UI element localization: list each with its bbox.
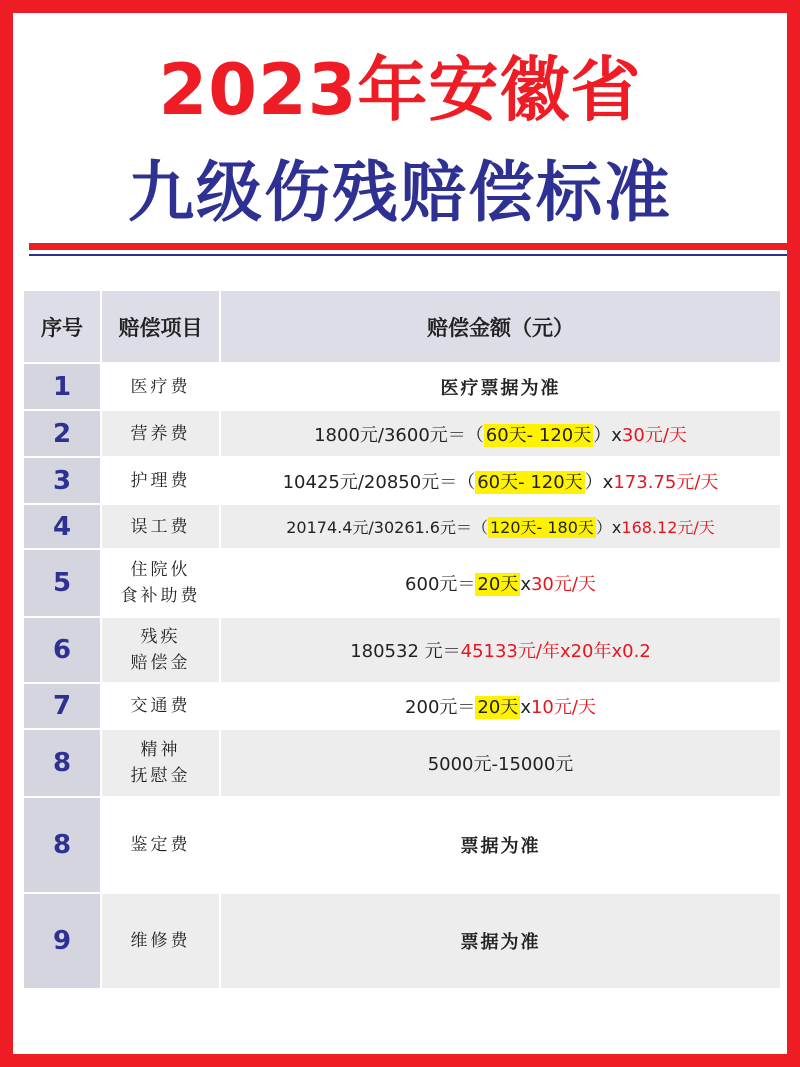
amount-multiplier: ）x (595, 518, 622, 537)
row-amount (221, 458, 782, 505)
amount-days-highlight: 20天 (477, 574, 519, 595)
amount-rate: 10元/天 (530, 697, 596, 718)
amount-multiplier: ）x (593, 424, 622, 446)
row-amount: 医疗票据为准 (221, 364, 782, 411)
row-number: 2 (24, 411, 102, 458)
row-number: 3 (24, 458, 102, 505)
row-item-line-1: 残疾 (140, 627, 181, 647)
row-number: 8 (24, 730, 102, 798)
amount-rate: 30元/天 (530, 574, 596, 595)
table-row (24, 894, 782, 990)
row-number: 1 (24, 364, 102, 411)
amount-rate: 168.12元/天 (621, 518, 715, 537)
amount-multiplier: x (520, 574, 531, 595)
title-line-2: 九级伤残赔偿标准 (128, 154, 672, 231)
table-row (24, 411, 782, 458)
row-item: 护理费 (102, 458, 221, 505)
header-item: 赔偿项目 (102, 291, 221, 364)
row-amount: 5000元-15000元 (221, 730, 782, 798)
amount-days-highlight: 60天- 120天 (485, 424, 592, 446)
row-item-line-2: 食补助费 (120, 586, 201, 606)
row-number: 6 (24, 618, 102, 684)
amount-days-highlight: 120天- 180天 (489, 518, 594, 537)
row-amount: 票据为准 (221, 894, 782, 990)
row-item (102, 618, 221, 684)
row-amount (221, 411, 782, 458)
row-amount (221, 618, 782, 684)
amount-base: 1800元/3600元＝（ (314, 424, 484, 446)
row-amount: 票据为准 (221, 798, 782, 894)
amount-formula: 45133元/年x20年x0.2 (460, 641, 651, 662)
row-number: 7 (24, 684, 102, 730)
amount-base: 180532 元＝ (350, 641, 461, 662)
row-item: 医疗费 (102, 364, 221, 411)
row-number: 5 (24, 550, 102, 618)
table-row (24, 618, 782, 684)
row-item: 鉴定费 (102, 798, 221, 894)
row-item-line-1: 精神 (140, 740, 181, 760)
table-row (24, 458, 782, 505)
table-row (24, 505, 782, 550)
amount-base: 20174.4元/30261.6元＝（ (286, 518, 488, 537)
row-item-line-1: 住院伙 (130, 560, 191, 580)
row-amount (221, 550, 782, 618)
title-divider-shadow (29, 254, 787, 256)
amount-days-highlight: 60天- 120天 (477, 471, 583, 493)
amount-base: 200元＝ (405, 697, 476, 718)
header-amount: 赔偿金额（元） (221, 291, 782, 364)
row-item (102, 550, 221, 618)
table-row (24, 798, 782, 894)
title-divider (29, 243, 787, 250)
title-line-1: 2023年安徽省 (158, 49, 642, 131)
table-row (24, 730, 782, 798)
row-item: 误工费 (102, 505, 221, 550)
row-number: 4 (24, 505, 102, 550)
amount-multiplier: ）x (584, 471, 614, 493)
amount-rate: 173.75元/天 (613, 471, 719, 493)
row-amount (221, 505, 782, 550)
row-number: 9 (24, 894, 102, 990)
row-item (102, 730, 221, 798)
table-header-row (24, 291, 782, 364)
amount-days-highlight: 20天 (477, 697, 519, 718)
amount-base: 10425元/20850元＝（ (282, 471, 476, 493)
row-number: 8 (24, 798, 102, 894)
amount-base: 600元＝ (405, 574, 476, 595)
row-item: 交通费 (102, 684, 221, 730)
table-row (24, 550, 782, 618)
row-amount (221, 684, 782, 730)
compensation-table (24, 291, 782, 990)
row-item-line-2: 赔偿金 (130, 653, 191, 673)
table-row (24, 364, 782, 411)
amount-multiplier: x (520, 697, 531, 718)
table-row (24, 684, 782, 730)
amount-rate: 30元/天 (621, 424, 687, 446)
row-item-line-2: 抚慰金 (130, 766, 191, 786)
header-number: 序号 (24, 291, 102, 364)
row-item: 营养费 (102, 411, 221, 458)
row-item: 维修费 (102, 894, 221, 990)
